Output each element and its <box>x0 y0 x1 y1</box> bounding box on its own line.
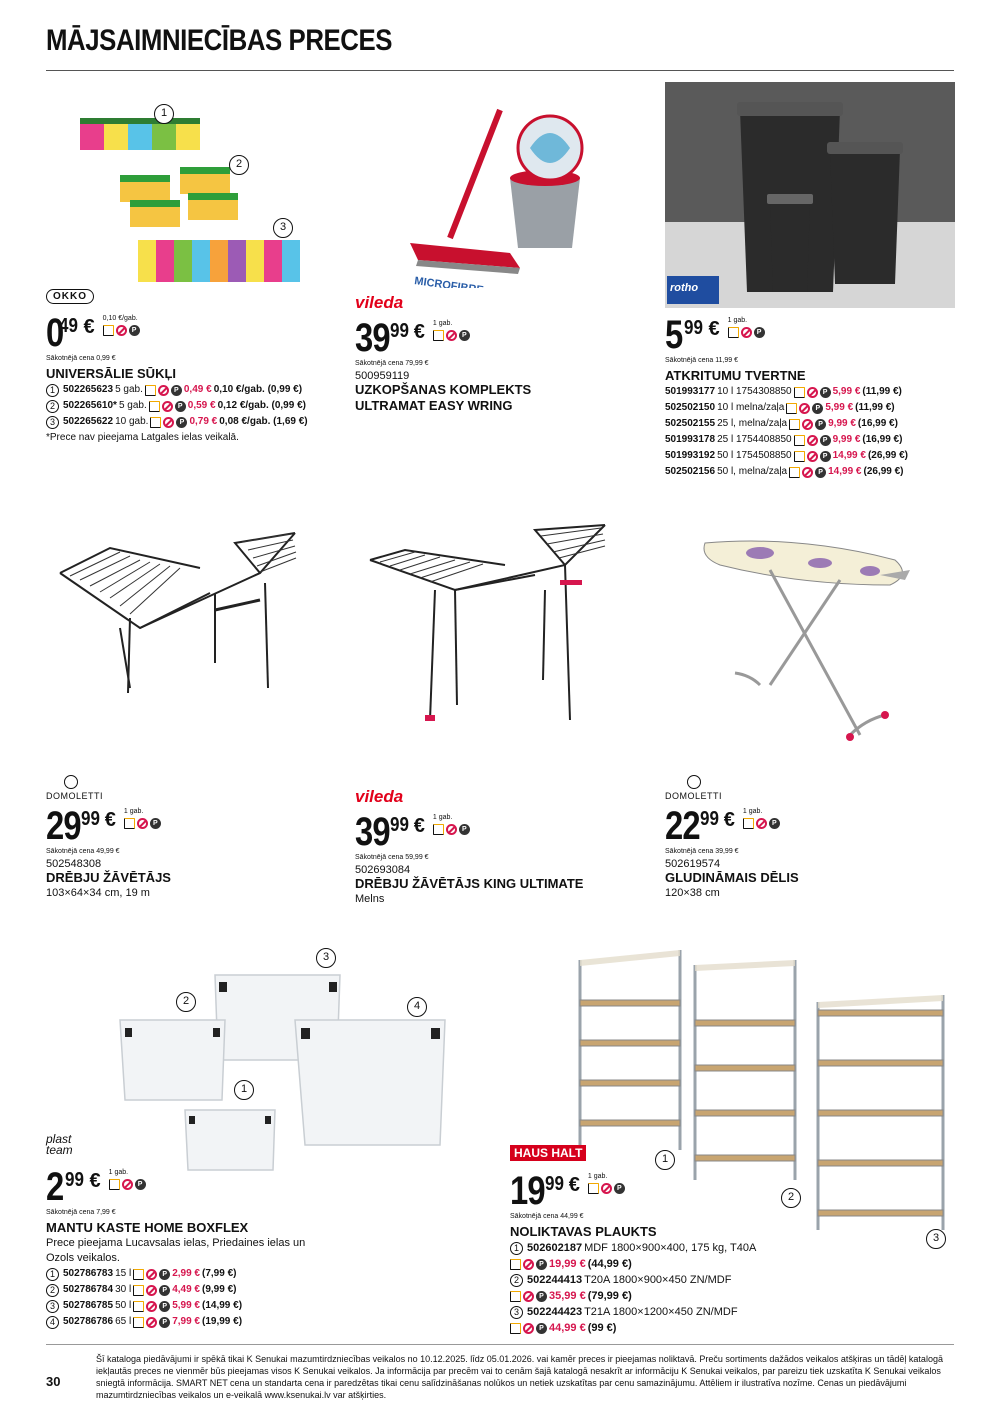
variant-price: 0,49 € <box>183 384 212 395</box>
p-icon: P <box>820 435 831 446</box>
product-name: GLUDINĀMAIS DĒLIS <box>665 870 799 885</box>
card-icon <box>145 385 156 396</box>
badges <box>124 818 161 829</box>
no-discount-icon <box>446 330 457 341</box>
unit-note: 0,10 €/gab. <box>102 315 138 322</box>
variant-price: 9,99 € <box>832 434 861 445</box>
original-price: Sākotnējā cena 44,99 € <box>510 1213 584 1220</box>
variant-extra: (26,99 €) <box>867 450 908 461</box>
price-currency: € <box>413 321 425 343</box>
badges <box>103 325 140 336</box>
product-name: NOLIKTAVAS PLAUKTS <box>510 1224 657 1239</box>
variant-price: 5,99 € <box>172 1300 200 1311</box>
brand-name: DOMOLETTI <box>46 791 104 801</box>
variant-desc: 25 l 1754408850 <box>717 434 792 445</box>
variant-price-row <box>510 1256 810 1272</box>
no-discount-icon <box>137 818 148 829</box>
variant-desc: 10 l 1754308850 <box>717 386 792 397</box>
variant-extra: (44,99 €) <box>587 1258 632 1270</box>
box-3-marker: 3 <box>316 948 336 968</box>
original-price: Sākotnējā cena 0,99 € <box>46 355 116 362</box>
p-icon: P <box>159 1285 170 1296</box>
product-shelves <box>510 1144 810 1336</box>
sponge-3-marker: 3 <box>273 218 293 238</box>
dryer1-image <box>50 528 340 708</box>
no-discount-icon <box>523 1259 534 1270</box>
no-discount-icon <box>802 467 813 478</box>
brand-name: DOMOLETTI <box>665 791 723 801</box>
shelf-price <box>510 1169 810 1213</box>
p-icon: P <box>459 330 470 341</box>
variant-row <box>46 1266 346 1282</box>
p-icon: P <box>459 824 470 835</box>
mop-image <box>400 108 600 288</box>
variant-code: 502265622 <box>63 416 114 427</box>
availability-note: *Prece nav pieejama Latgales ielas veikalā. <box>46 432 239 443</box>
variant-code: 502786784 <box>63 1284 114 1295</box>
p-icon: P <box>536 1291 547 1302</box>
card-icon <box>133 1317 144 1328</box>
card-icon <box>103 325 114 336</box>
original-price: Sākotnējā cena 39,99 € <box>665 848 739 855</box>
card-icon <box>794 451 805 462</box>
sponge-1-marker: 1 <box>154 104 174 124</box>
variant-number: 3 <box>510 1306 523 1319</box>
no-discount-icon <box>158 385 169 396</box>
variant-number: 2 <box>510 1274 523 1287</box>
variant-desc: 30 l <box>115 1284 132 1295</box>
no-discount-icon <box>146 1301 157 1312</box>
no-discount-icon <box>756 818 767 829</box>
variant-code: 502244413 <box>527 1274 583 1286</box>
variant-code: 502786783 <box>63 1268 114 1279</box>
card-icon <box>133 1269 144 1280</box>
product-name: UZKOPŠANAS KOMPLEKTS ULTRAMAT EASY WRING <box>355 382 532 413</box>
card-icon <box>510 1323 521 1334</box>
variant-extra: 0,10 €/gab. (0,99 €) <box>213 384 303 395</box>
domoletti-icon <box>687 775 701 789</box>
card-icon <box>786 403 797 414</box>
variant-desc: 5 gab. <box>118 400 147 411</box>
variant-row <box>665 384 955 400</box>
original-price: Sākotnējā cena 59,99 € <box>355 854 429 861</box>
domoletti-icon <box>64 775 78 789</box>
box-4-marker: 4 <box>407 997 427 1017</box>
price-decimal: 99 <box>80 808 100 830</box>
badges <box>433 824 470 835</box>
variant-desc: 50 l 1754508850 <box>717 450 792 461</box>
variant-extra: (14,99 €) <box>202 1300 243 1311</box>
card-icon <box>743 818 754 829</box>
variant-desc: 10 l melna/zaļa <box>717 402 785 413</box>
mop-price <box>355 316 635 360</box>
product-ironing-board <box>665 775 955 901</box>
price-decimal: 99 <box>699 808 719 830</box>
product-dryer1 <box>46 775 336 901</box>
p-icon: P <box>815 467 826 478</box>
variant-extra: (79,99 €) <box>587 1290 632 1302</box>
variant-number: 2 <box>46 1284 59 1297</box>
variant-extra: 0,08 €/gab. (1,69 €) <box>219 416 308 427</box>
variant-extra: (16,99 €) <box>857 418 898 429</box>
badges <box>743 818 780 829</box>
card-icon <box>433 330 444 341</box>
variant-number: 4 <box>46 1316 59 1329</box>
price-integer: 19 <box>510 1169 545 1213</box>
variant-code: 502265610* <box>63 400 117 411</box>
variant-price: 14,99 € <box>828 466 862 477</box>
variant-number: 1 <box>510 1242 523 1255</box>
variant-price: 0,59 € <box>187 400 216 411</box>
price-currency: € <box>89 1170 101 1192</box>
card-icon <box>109 1179 120 1190</box>
price-decimal: 99 <box>65 1169 85 1191</box>
no-discount-icon <box>146 1285 157 1296</box>
variant-extra: 0,12 €/gab. (0,99 €) <box>217 400 306 411</box>
card-icon <box>133 1301 144 1312</box>
haus-halt-logo: HAUS HALT <box>510 1145 586 1161</box>
disclaimer: Šī kataloga piedāvājumi ir spēkā tikai K Senukai mazumtirdzniecības veikalos no 10.12.2025. līdz 05.01.2026. vai kamēr preces ir pieejamas noliktavā. Preču sortiments dažādos veikalos atšķiras un tādēļ katalogā iekļautās preces ne vienmēr būs pieejamas visos K Senukai veikalos. Ja informācija par precēm vai to cenām šajā katalogā nesakrīt ar informāciju K Senukai veikalos, par pareizu tiek uzskatīta K Senukai veikalos sniegtā informācija. SMART NET cena un standarta cena ir paredzētas tikai cenu salīdzināšanas nolūkos un netiek uzskatītas par cenu samazinājumu. Attēliem ir ilustratīva nozīme. Cenas un piedāvājumi mazumtirdzniecības veikalos un e-veikalā www.ksenukai.lv var atšķirties. <box>96 1354 943 1400</box>
no-discount-icon <box>116 325 127 336</box>
variant-desc: T21A 1800×1200×450 ZN/MDF <box>584 1306 738 1318</box>
variant-extra: (16,99 €) <box>862 434 903 445</box>
variant-price: 2,99 € <box>172 1268 200 1279</box>
sponge-2-marker: 2 <box>229 155 249 175</box>
bins-image <box>665 82 955 308</box>
variant-number: 2 <box>46 400 59 413</box>
variant-extra: (99 €) <box>587 1322 617 1334</box>
page-title: MĀJSAIMNIECĪBAS PRECES <box>46 24 393 57</box>
variant-desc: 25 l, melna/zaļa <box>717 418 788 429</box>
no-discount-icon <box>807 451 818 462</box>
card-icon <box>789 419 800 430</box>
price-decimal: 49 <box>59 315 79 337</box>
card-icon <box>588 1183 599 1194</box>
card-icon <box>133 1285 144 1296</box>
no-discount-icon <box>601 1183 612 1194</box>
page-number: 30 <box>46 1374 61 1389</box>
variant-row <box>510 1304 810 1320</box>
p-icon: P <box>820 451 831 462</box>
product-boxes <box>46 1134 346 1330</box>
card-icon <box>433 824 444 835</box>
card-icon <box>728 327 739 338</box>
price-currency: € <box>708 318 720 340</box>
no-discount-icon <box>523 1291 534 1302</box>
product-sponges <box>46 286 336 445</box>
variant-row <box>665 464 955 480</box>
original-price: Sākotnējā cena 11,99 € <box>665 357 739 364</box>
variant-price: 19,99 € <box>549 1258 586 1270</box>
p-icon: P <box>536 1323 547 1334</box>
price-integer: 5 <box>665 313 683 357</box>
okko-logo: OKKO <box>46 289 94 304</box>
no-discount-icon <box>807 387 818 398</box>
shelf-1-marker: 1 <box>655 1150 675 1170</box>
p-icon: P <box>812 403 823 414</box>
dryer2-price <box>355 810 635 854</box>
variant-price: 7,99 € <box>172 1316 200 1327</box>
unit-note: 1 gab. <box>123 808 144 815</box>
product-name: ATKRITUMU TVERTNE <box>665 368 806 383</box>
product-code: 502548308 <box>46 858 102 870</box>
no-discount-icon <box>162 401 173 412</box>
card-icon <box>124 818 135 829</box>
variant-row <box>46 382 336 398</box>
variant-row <box>665 432 955 448</box>
bins-price <box>665 313 955 357</box>
dryer2-image <box>365 520 635 735</box>
p-icon: P <box>159 1269 170 1280</box>
p-icon: P <box>536 1259 547 1270</box>
variant-number: 3 <box>46 1300 59 1313</box>
card-icon <box>149 401 160 412</box>
variant-extra: (11,99 €) <box>862 386 902 397</box>
no-discount-icon <box>802 419 813 430</box>
p-icon: P <box>614 1183 625 1194</box>
price-integer: 2 <box>46 1165 64 1209</box>
variant-code: 502786785 <box>63 1300 114 1311</box>
variant-code: 501993192 <box>665 450 716 461</box>
no-discount-icon <box>146 1317 157 1328</box>
variant-desc: 10 gab. <box>115 416 149 427</box>
variant-desc: 65 l <box>115 1316 132 1327</box>
sponges-price <box>46 311 336 355</box>
p-icon: P <box>769 818 780 829</box>
variant-code: 502502156 <box>665 466 716 477</box>
no-discount-icon <box>163 417 174 428</box>
variant-price-row <box>510 1288 810 1304</box>
unit-note: 1 gab. <box>727 317 748 324</box>
shelf-3-marker: 3 <box>926 1229 946 1249</box>
card-icon <box>150 417 161 428</box>
variant-desc: 15 l <box>115 1268 132 1279</box>
p-icon: P <box>159 1301 170 1312</box>
product-code: 502619574 <box>665 858 721 870</box>
variant-price: 4,49 € <box>172 1284 200 1295</box>
domoletti-logo <box>665 775 955 801</box>
badges <box>433 330 470 341</box>
variant-desc: 50 l, melna/zaļa <box>717 466 788 477</box>
original-price: Sākotnējā cena 49,99 € <box>46 848 120 855</box>
card-icon <box>510 1291 521 1302</box>
price-currency: € <box>413 815 425 837</box>
unit-note: 1 gab. <box>108 1169 129 1176</box>
sponges-image <box>70 100 310 290</box>
variant-row <box>46 1298 346 1314</box>
price-decimal: 99 <box>389 320 409 342</box>
variant-extra: (9,99 €) <box>202 1284 237 1295</box>
card-icon <box>789 467 800 478</box>
product-desc: Melns <box>355 893 385 905</box>
unit-note: 1 gab. <box>742 808 763 815</box>
price-currency: € <box>83 316 95 338</box>
product-code: 500959119 <box>355 370 410 382</box>
plast-team-logo: plast team <box>46 1132 73 1157</box>
price-decimal: 99 <box>684 317 704 339</box>
variant-code: 502502155 <box>665 418 716 429</box>
variant-row <box>510 1272 810 1288</box>
variant-row <box>510 1240 810 1256</box>
product-bins <box>665 313 955 480</box>
unit-note: 1 gab. <box>587 1173 608 1180</box>
price-integer: 29 <box>46 804 81 848</box>
badges <box>109 1179 146 1190</box>
box-2-marker: 2 <box>176 992 196 1012</box>
product-name: UNIVERSĀLIE SŪKĻI <box>46 366 177 381</box>
title-divider <box>46 70 954 71</box>
variant-extra: (11,99 €) <box>855 402 895 413</box>
variant-desc: 50 l <box>115 1300 132 1311</box>
product-code: 502693084 <box>355 864 411 876</box>
card-icon <box>510 1259 521 1270</box>
no-discount-icon <box>741 327 752 338</box>
no-discount-icon <box>122 1179 133 1190</box>
svg-text:MICROFIBRE: MICROFIBRE <box>413 275 485 288</box>
no-discount-icon <box>446 824 457 835</box>
variant-code: 502502150 <box>665 402 716 413</box>
variant-code: 502244423 <box>527 1306 583 1318</box>
product-name: MANTU KASTE HOME BOXFLEX <box>46 1220 249 1235</box>
variant-row <box>665 400 955 416</box>
badges <box>728 327 765 338</box>
variant-number: 1 <box>46 384 59 397</box>
variant-number: 1 <box>46 1268 59 1281</box>
p-icon: P <box>815 419 826 430</box>
dryer1-price <box>46 804 336 848</box>
board-price <box>665 804 955 848</box>
variant-price: 5,99 € <box>825 402 854 413</box>
variant-row <box>665 448 955 464</box>
unit-note: 1 gab. <box>432 814 453 821</box>
card-icon <box>794 387 805 398</box>
price-decimal: 99 <box>389 814 409 836</box>
original-price: Sākotnējā cena 79,99 € <box>355 360 429 367</box>
card-icon <box>794 435 805 446</box>
p-icon: P <box>176 417 187 428</box>
variant-price: 0,79 € <box>189 416 218 427</box>
product-dryer2 <box>355 787 635 907</box>
box-1-marker: 1 <box>234 1080 254 1100</box>
variant-desc: 5 gab. <box>115 384 143 395</box>
variant-desc: T20A 1800×900×450 ZN/MDF <box>584 1274 732 1286</box>
p-icon: P <box>820 387 831 398</box>
variant-row <box>46 414 336 430</box>
boxes-price <box>46 1165 346 1209</box>
footer-divider <box>46 1344 954 1345</box>
variant-price-row <box>510 1320 810 1336</box>
p-icon: P <box>159 1317 170 1328</box>
product-name: DRĒBJU ŽĀVĒTĀJS KING ULTIMATE <box>355 876 584 891</box>
price-integer: 39 <box>355 810 390 854</box>
price-integer: 39 <box>355 316 390 360</box>
price-currency: € <box>568 1174 580 1196</box>
variant-number: 3 <box>46 416 59 429</box>
variant-extra: (26,99 €) <box>863 466 904 477</box>
variant-extra: (19,99 €) <box>202 1316 243 1327</box>
product-mop <box>355 293 635 414</box>
ironing-board-image <box>700 535 920 765</box>
price-integer: 0 <box>46 311 64 355</box>
vileda-logo: vileda <box>355 787 404 806</box>
price-integer: 22 <box>665 804 700 848</box>
product-desc: 103×64×34 cm, 19 m <box>46 887 150 899</box>
variant-code: 502786786 <box>63 1316 114 1327</box>
p-icon: P <box>171 385 182 396</box>
p-icon: P <box>150 818 161 829</box>
variant-desc: MDF 1800×900×400, 175 kg, T40A <box>584 1242 757 1254</box>
variant-price: 14,99 € <box>832 450 866 461</box>
no-discount-icon <box>523 1323 534 1334</box>
variant-row <box>46 1314 346 1330</box>
variant-code: 502602187 <box>527 1242 583 1254</box>
variant-extra: (7,99 €) <box>202 1268 237 1279</box>
p-icon: P <box>129 325 140 336</box>
variant-row <box>46 398 336 414</box>
product-name: DRĒBJU ŽĀVĒTĀJS <box>46 870 171 885</box>
variant-code: 501993178 <box>665 434 716 445</box>
no-discount-icon <box>146 1269 157 1280</box>
p-icon: P <box>135 1179 146 1190</box>
product-desc: Prece pieejama Lucavsalas ielas, Priedaines ielas un Ozols veikalos. <box>46 1237 306 1264</box>
variant-code: 502265623 <box>63 384 114 395</box>
badges <box>588 1183 625 1194</box>
original-price: Sākotnējā cena 7,99 € <box>46 1209 116 1216</box>
variant-code: 501993177 <box>665 386 716 397</box>
unit-note: 1 gab. <box>432 320 453 327</box>
price-currency: € <box>723 809 735 831</box>
price-decimal: 99 <box>544 1173 564 1195</box>
vileda-logo: vileda <box>355 293 404 312</box>
variant-price: 5,99 € <box>832 386 861 397</box>
variant-price: 35,99 € <box>549 1290 586 1302</box>
domoletti-logo <box>46 775 336 801</box>
variant-row <box>46 1282 346 1298</box>
variant-price: 9,99 € <box>828 418 856 429</box>
p-icon: P <box>754 327 765 338</box>
rotho-logo: rotho <box>670 282 699 294</box>
variant-price: 44,99 € <box>549 1322 586 1334</box>
no-discount-icon <box>799 403 810 414</box>
shelf-2-marker: 2 <box>781 1188 801 1208</box>
variant-row <box>665 416 955 432</box>
p-icon: P <box>175 401 186 412</box>
no-discount-icon <box>807 435 818 446</box>
price-currency: € <box>104 809 116 831</box>
product-desc: 120×38 cm <box>665 887 720 899</box>
